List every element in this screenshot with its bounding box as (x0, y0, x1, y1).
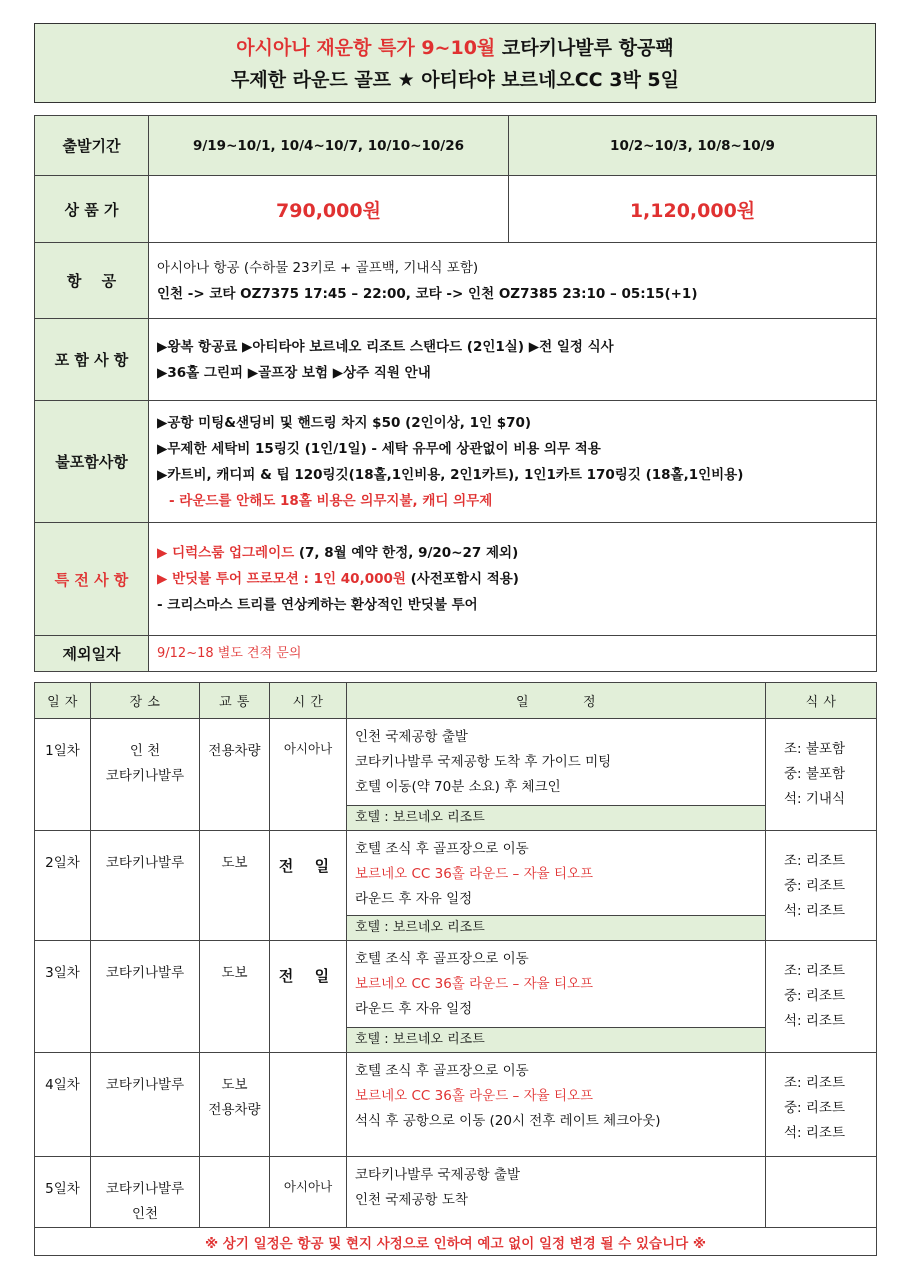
meals-cell (766, 1157, 877, 1228)
price-b: 1,120,000원 (509, 176, 877, 243)
schedule-row (35, 1053, 877, 1157)
excluded-note: - 라운드를 안해도 18홀 비용은 의무지불, 캐디 의무제 (169, 492, 493, 509)
transport-cell (200, 1157, 270, 1228)
included-line: ▶왕복 항공료 ▶아티타야 보르네오 리조트 스탠다드 (2인1실) ▶전 일정 식사 (157, 338, 614, 355)
itinerary-line: 석식 후 공항으로 이동 (20시 전후 레이트 체크아웃) (355, 1113, 661, 1129)
time-label: 아시아나 (283, 1179, 333, 1194)
itinerary-line: 호텔 조식 후 골프장으로 이동 (355, 1063, 529, 1079)
place-cell (91, 1157, 200, 1228)
day-label: 3일차 (45, 965, 80, 981)
time-cell (270, 941, 347, 1053)
time-cell (270, 719, 347, 831)
itinerary-line: 보르네오 CC 36홀 라운드 – 자율 티오프 (355, 866, 594, 882)
itinerary-line: 호텔 조식 후 골프장으로 이동 (355, 951, 529, 967)
time-cell (270, 831, 347, 941)
meal-item: 중: 리조트 (784, 878, 846, 894)
meal-item: 중: 리조트 (784, 1100, 846, 1116)
exclude-dates-label: 제외일자 (35, 636, 149, 672)
schedule-row (35, 941, 877, 1053)
itinerary-cell (347, 719, 766, 831)
meals-cell (766, 941, 877, 1053)
itinerary-line: 라운드 후 자유 일정 (355, 1001, 473, 1017)
itinerary-line: 인천 국제공항 출발 (355, 729, 468, 745)
itinerary-line: 코타키나발루 국제공항 도착 후 가이드 미팅 (355, 754, 612, 770)
schedule-row (35, 719, 877, 831)
excluded-line: ▶공항 미팅&샌딩비 및 핸드링 차지 $50 (2인이상, 1인 $70) (157, 414, 532, 431)
itinerary-lines (347, 831, 765, 912)
meals-cell (766, 719, 877, 831)
meal-item: 조: 리조트 (784, 1075, 846, 1091)
day-label: 1일차 (45, 743, 80, 759)
hotel-info: 호텔 : 보르네오 리조트 (347, 1027, 765, 1052)
transport-cell (200, 831, 270, 941)
title-banner (34, 23, 876, 103)
schedule-row (35, 1157, 877, 1228)
meal-item: 조: 불포함 (784, 741, 846, 757)
transport-mode: 도보 (221, 855, 248, 871)
price-a: 790,000원 (149, 176, 509, 243)
special-line-3: - 크리스마스 트리를 연상케하는 환상적인 반딧불 투어 (157, 597, 478, 613)
period-label: 출발기간 (35, 116, 149, 176)
header-transport: 교 통 (200, 683, 270, 719)
special-line-2 (157, 566, 868, 592)
header-day: 일 자 (35, 683, 91, 719)
transport-cell (200, 941, 270, 1053)
itinerary-line: 보르네오 CC 36홀 라운드 – 자율 티오프 (355, 976, 594, 992)
time-label: 아시아나 (283, 741, 333, 756)
day-label: 2일차 (45, 855, 80, 871)
period-b: 10/2~10/3, 10/8~10/9 (509, 116, 877, 176)
transport-mode: 도보 (221, 965, 248, 981)
day-label: 4일차 (45, 1077, 80, 1093)
transport-mode: 전용차량 (208, 1102, 261, 1118)
excluded-label: 불포함사항 (35, 401, 149, 523)
header-place: 장 소 (91, 683, 200, 719)
meal-item: 석: 리조트 (784, 903, 846, 919)
itinerary-cell (347, 941, 766, 1053)
hotel-info: 호텔 : 보르네오 리조트 (347, 915, 765, 940)
header-meals: 식 사 (766, 683, 877, 719)
transport-mode: 도보 (221, 1077, 248, 1093)
day-cell (35, 1053, 91, 1157)
day-cell (35, 831, 91, 941)
excluded-line: ▶무제한 세탁비 15링깃 (1인/1일) - 세탁 유무에 상관없이 비용 의무 적용 (157, 440, 601, 457)
itinerary-cell (347, 1053, 766, 1157)
period-a: 9/19~10/1, 10/4~10/7, 10/10~10/26 (149, 116, 509, 176)
schedule-table (34, 682, 877, 1256)
product-info-table (34, 115, 877, 672)
itinerary-line: 보르네오 CC 36홀 라운드 – 자율 티오프 (355, 1088, 594, 1104)
excluded-line: ▶카트비, 캐디피 & 팁 120링깃(18홀,1인비용, 2인1카트), 1인1카트 170링깃 (18홀,1인비용) (157, 466, 744, 483)
header-itinerary: 일 정 (347, 683, 766, 719)
place-cell (91, 719, 200, 831)
schedule-row (35, 831, 877, 941)
hotel-info: 호텔 : 보르네오 리조트 (347, 805, 765, 830)
time-cell (270, 1053, 347, 1157)
meal-item: 중: 리조트 (784, 988, 846, 1004)
day-cell (35, 941, 91, 1053)
place-name: 코타키나발루 (105, 855, 185, 871)
place-cell (91, 1053, 200, 1157)
meal-item: 석: 리조트 (784, 1013, 846, 1029)
itinerary-line: 코타키나발루 국제공항 출발 (355, 1167, 521, 1183)
price-label: 상 품 가 (35, 176, 149, 243)
special-label: 특 전 사 항 (35, 523, 149, 636)
special-upgrade: ▶ 디럭스룸 업그레이드 (157, 545, 295, 561)
excluded-info (149, 401, 877, 523)
special-firefly: ▶ 반딧불 투어 프로모션 : 1인 40,000원 (157, 571, 406, 587)
included-label: 포 함 사 항 (35, 319, 149, 401)
meal-item: 조: 리조트 (784, 853, 846, 869)
day-label: 5일차 (45, 1181, 80, 1197)
itinerary-line: 호텔 이동(약 70분 소요) 후 체크인 (355, 779, 561, 795)
itinerary-lines (347, 1053, 765, 1134)
itinerary-cell (347, 1157, 766, 1228)
included-info (149, 319, 877, 401)
time-cell (270, 1157, 347, 1228)
itinerary-lines (347, 941, 765, 1022)
place-name: 코타키나발루 (105, 1077, 185, 1093)
meals-cell (766, 831, 877, 941)
title-line-2: 무제한 라운드 골프 ★ 아티타야 보르네오CC 3박 5일 (230, 69, 680, 91)
itinerary-line: 라운드 후 자유 일정 (355, 891, 473, 907)
title-product-text: 코타키나발루 항공팩 (501, 37, 674, 59)
air-line: 인천 -> 코타 OZ7375 17:45 – 22:00, 코타 -> 인천 OZ7385 23:10 – 05:15(+1) (157, 285, 698, 302)
meals-cell (766, 1053, 877, 1157)
meal-item: 조: 리조트 (784, 963, 846, 979)
included-line: ▶36홀 그린피 ▶골프장 보험 ▶상주 직원 안내 (157, 364, 431, 381)
special-line-1 (157, 540, 868, 566)
air-line: 아시아나 항공 (수하물 23키로 + 골프백, 기내식 포함) (157, 259, 479, 276)
itinerary-line: 호텔 조식 후 골프장으로 이동 (355, 841, 529, 857)
itinerary-cell (347, 831, 766, 941)
special-upgrade-note: (7, 8월 예약 한정, 9/20~27 제외) (298, 545, 519, 561)
transport-cell (200, 719, 270, 831)
air-info (149, 243, 877, 319)
air-label: 항 공 (35, 243, 149, 319)
meal-item: 중: 불포함 (784, 766, 846, 782)
place-name: 인천 (131, 1206, 159, 1222)
place-name: 인 천 (129, 743, 161, 759)
place-name: 코타키나발루 (105, 965, 185, 981)
itinerary-line: 인천 국제공항 도착 (355, 1192, 468, 1208)
day-cell (35, 719, 91, 831)
exclude-dates-value: 9/12~18 별도 견적 문의 (149, 636, 877, 672)
place-name: 코타키나발루 (105, 768, 185, 784)
itinerary-lines (347, 719, 765, 800)
special-firefly-note: (사전포함시 적용) (410, 571, 519, 587)
title-line-1 (35, 32, 875, 64)
transport-mode: 전용차량 (208, 743, 261, 759)
day-cell (35, 1157, 91, 1228)
header-time: 시 간 (270, 683, 347, 719)
place-cell (91, 941, 200, 1053)
title-promo-text: 아시아나 재운항 특가 9~10월 (236, 37, 496, 59)
time-label: 전 일 (278, 857, 338, 875)
transport-cell (200, 1053, 270, 1157)
meal-item: 석: 리조트 (784, 1125, 846, 1141)
meal-item: 석: 기내식 (784, 791, 846, 807)
itinerary-lines (347, 1157, 765, 1213)
place-name: 코타키나발루 (105, 1181, 185, 1197)
special-info (149, 523, 877, 636)
schedule-notice: ※ 상기 일정은 항공 및 현지 사정으로 인하여 예고 없이 일정 변경 될 수 있습니다 ※ (35, 1228, 877, 1256)
place-cell (91, 831, 200, 941)
time-label: 전 일 (278, 967, 338, 985)
